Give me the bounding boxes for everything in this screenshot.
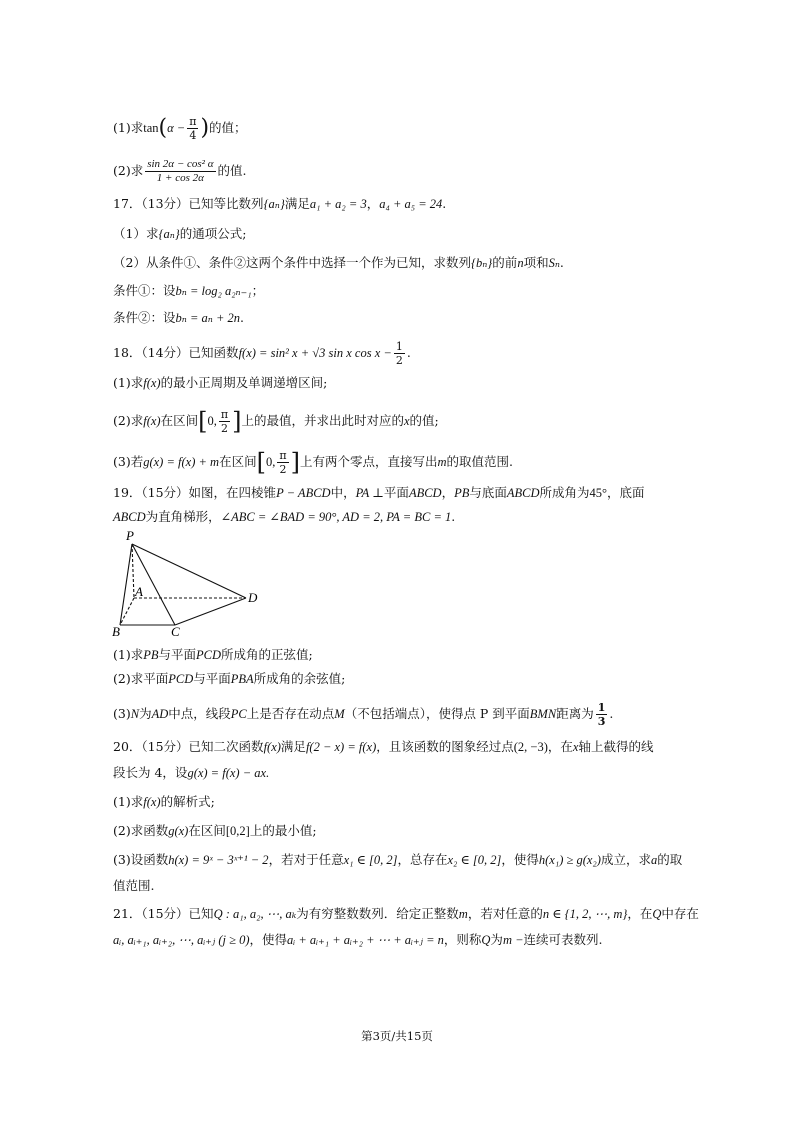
numerator: π (220, 408, 229, 421)
text: 在区间 (160, 413, 199, 428)
math: Q : a₁, a₂, ⋯, aₖ (213, 907, 297, 921)
math: P − ABCD (276, 486, 331, 500)
text: 值范围. (113, 878, 155, 893)
vertex-label-b: B (112, 624, 120, 639)
text: 在区间 (219, 454, 257, 469)
text: ， (441, 485, 455, 500)
paren: ( (158, 115, 168, 141)
math: M (334, 707, 345, 721)
label: (1)求 (113, 120, 144, 135)
math: (2, −3) (513, 740, 548, 754)
math: PB (143, 648, 159, 662)
label: 条件①：设 (113, 283, 176, 298)
math: x (403, 414, 410, 428)
math: BMN (529, 707, 557, 721)
text: 距离为 (556, 706, 594, 721)
q19-part3 (113, 701, 734, 728)
math: g(x) = f(x) + m (143, 455, 220, 469)
math: h(x) = 9ˣ − 3ˣ⁺¹ − 2 (168, 853, 269, 867)
q17-part1 (113, 225, 734, 243)
denominator: 4 (189, 129, 197, 142)
math: a₄ + a₅ = 24 (379, 197, 443, 211)
text: . (240, 310, 245, 325)
text: . (442, 196, 447, 211)
text: 17．（13分）已知等比数列 (113, 196, 264, 211)
text: 所成角的正弦值; (221, 647, 313, 662)
math: N (130, 707, 140, 721)
text: 满足 (284, 196, 310, 211)
label: (3)若 (113, 454, 144, 469)
label: (2)求 (113, 163, 144, 178)
text: 满足 (280, 739, 306, 754)
text: 19．（15分）如图，在四棱锥 (113, 485, 277, 500)
math: 0, (265, 455, 276, 469)
page-footer: 第3页/共15页 (361, 1029, 433, 1043)
denominator: 2 (279, 463, 287, 476)
text: 为有穷整数数列．给定正整数 (296, 906, 459, 921)
q20-stem-line2 (113, 764, 734, 782)
text: （不包括端点），使得点 P 到平面 (344, 706, 530, 721)
text: 的解析式; (160, 794, 215, 809)
math: a (650, 853, 658, 867)
math: PCD (168, 672, 194, 686)
fraction (394, 340, 405, 367)
label: （1）求 (113, 226, 159, 241)
math: 0, (207, 414, 217, 428)
text: ，使得 (249, 932, 287, 947)
text: 上有两个零点，直接写出 (299, 454, 438, 469)
bracket: ] (290, 448, 300, 477)
math: x₂ ∈ [0, 2] (447, 853, 502, 867)
text: 上是否存在动点 (246, 706, 335, 721)
math: PBA (230, 672, 254, 686)
math: PA ⊥ (355, 486, 384, 500)
math: bₙ = log₂ a₂ₙ₋₁ (175, 284, 252, 298)
denominator: 1 + cos 2α (156, 172, 204, 184)
text: . (406, 345, 411, 360)
q17-condition1 (113, 282, 734, 300)
pyramid-figure (108, 528, 268, 644)
q18-part2 (113, 408, 734, 435)
label: (3) (113, 706, 131, 721)
label: (2)求函数 (113, 823, 169, 838)
text: 上的最值，并求出此时对应的 (241, 413, 404, 428)
math: f(x) (143, 795, 161, 809)
text: 中， (330, 485, 356, 500)
paren: ) (200, 115, 210, 141)
math: Q (652, 907, 662, 921)
text: 的取 (657, 852, 683, 867)
q21-stem-line2 (113, 931, 734, 949)
math: PCD (196, 648, 222, 662)
text: ，在 (547, 739, 573, 754)
text: ，在 (627, 906, 653, 921)
edge-cd (175, 598, 246, 625)
text: ，且该函数的图象经过点 (376, 739, 514, 754)
q17-part2 (113, 254, 734, 272)
q20-stem-line1 (113, 738, 734, 756)
q18-part3 (113, 449, 734, 476)
math: AD (151, 707, 169, 721)
text: . (451, 509, 456, 524)
numerator: 1 (597, 701, 606, 714)
label: (1)求 (113, 375, 144, 390)
math: tan (143, 121, 159, 135)
text: ，底面 (607, 485, 645, 500)
q17-stem (113, 195, 734, 213)
q20-part3 (113, 851, 734, 869)
text: 中点，线段 (168, 706, 231, 721)
text: ， (366, 196, 380, 211)
fraction (596, 701, 608, 728)
vertex-label-a: A (135, 584, 143, 599)
text: 20．（15分）已知二次函数 (113, 739, 264, 754)
math: f(x) (263, 740, 281, 754)
label: (1)求 (113, 647, 144, 662)
text: 18．（14分）已知函数 (113, 345, 239, 360)
text: 连续可表数列. (523, 932, 603, 947)
text: 所成角的余弦值; (253, 671, 346, 686)
vertex-label-d: D (248, 590, 258, 605)
vertex-label-c: C (171, 624, 180, 639)
numerator: 1 (395, 340, 403, 353)
math: f(x) = sin² x + √3 sin x cos x − (238, 346, 392, 360)
text: . (609, 706, 614, 721)
numerator: π (189, 115, 197, 128)
math: g(x) = f(x) − ax. (187, 766, 270, 780)
math: aᵢ + aᵢ₊₁ + aᵢ₊₂ + ⋯ + aᵢ₊ⱼ = n (287, 933, 444, 947)
math: Q (481, 933, 491, 947)
denominator: 2 (220, 422, 228, 435)
text: 为 (139, 706, 152, 721)
text: 在区间 (188, 823, 226, 838)
math: ABCD (113, 510, 146, 524)
text: 的值. (217, 163, 247, 178)
math: x₁ ∈ [0, 2] (343, 853, 398, 867)
label: (3)设函数 (113, 852, 169, 867)
text: 的通项公式; (179, 226, 247, 241)
fraction (187, 115, 198, 142)
math: ∠ABC = ∠BAD = 90°, AD = 2, PA = BC = 1 (220, 510, 452, 524)
q19-part2 (113, 670, 734, 688)
label: 条件②：设 (113, 310, 176, 325)
text: 21．（15分）已知 (113, 906, 214, 921)
math: a₁ + a₂ = 3 (309, 197, 367, 211)
math: f(2 − x) = f(x) (305, 740, 377, 754)
math: g(x) (168, 824, 189, 838)
denominator: 2 (395, 354, 403, 367)
text: 的最小正周期及单调递增区间; (160, 375, 328, 390)
text: 成立，求 (600, 852, 651, 867)
text: 段长为 4，设 (113, 765, 188, 780)
text: 所成角为 (539, 485, 590, 500)
text: 的前 (492, 255, 518, 270)
edge-pd (132, 544, 246, 598)
text: 轴上截得的线 (578, 739, 654, 754)
text: 的值; (409, 413, 439, 428)
text: ，若对任意的 (467, 906, 543, 921)
math: {aₙ} (263, 197, 285, 211)
text: （2）从条件①、条件②这两个条件中选择一个作为已知，求数列 (113, 255, 471, 270)
text: 与平面 (193, 671, 231, 686)
math: n ∈ {1, 2, ⋯, m} (542, 907, 628, 921)
text: 中存在 (661, 906, 699, 921)
text: 的取值范围. (446, 454, 513, 469)
text: 为 (490, 932, 503, 947)
text: 的值； (209, 120, 247, 135)
numerator: π (279, 449, 287, 462)
math: [0,2] (225, 824, 250, 838)
math: 45° (589, 486, 608, 500)
q20-part3-cont (113, 877, 734, 895)
fraction (145, 158, 215, 185)
text: 平面 (383, 485, 409, 500)
q16-part2 (113, 158, 734, 185)
math: n (517, 256, 524, 270)
math: ABCD (408, 486, 442, 500)
q20-part1 (113, 793, 734, 811)
q18-stem (113, 340, 734, 367)
fraction (277, 449, 288, 476)
q18-part1 (113, 374, 734, 392)
text: ； (251, 283, 265, 298)
bracket: ] (232, 407, 242, 436)
text: 项和 (523, 255, 549, 270)
math: {aₙ} (158, 227, 180, 241)
text: 上的最小值; (249, 823, 317, 838)
math: f(x) (143, 376, 161, 390)
text: ，则称 (443, 932, 482, 947)
q16-part1 (113, 115, 734, 142)
text: ，若对于任意 (268, 852, 344, 867)
q17-condition2 (113, 309, 734, 327)
label: (2)求平面 (113, 671, 169, 686)
q21-stem-line1 (113, 905, 734, 923)
numerator: sin 2α − cos² α (147, 158, 214, 170)
label: (2)求 (113, 413, 144, 428)
math: PB (454, 486, 470, 500)
bracket: [ (198, 407, 208, 436)
bracket: [ (256, 448, 266, 477)
text: ，使得 (501, 852, 539, 867)
math: f(x) (143, 414, 161, 428)
math: m (458, 907, 468, 921)
math: α − (167, 121, 186, 135)
q19-stem-line1 (113, 484, 734, 502)
text: . (559, 255, 564, 270)
math: ABCD (506, 486, 540, 500)
math: m (437, 455, 447, 469)
text: 为直角梯形， (145, 509, 221, 524)
q20-part2 (113, 822, 734, 840)
label: (1)求 (113, 794, 144, 809)
math: Sₙ (548, 256, 560, 270)
math: h(x₁) ≥ g(x₂) (538, 853, 601, 867)
math: bₙ = aₙ + 2n (175, 311, 241, 325)
math: PC (230, 707, 247, 721)
vertex-label-p: P (126, 528, 134, 543)
denominator: 3 (597, 715, 606, 728)
math: aᵢ, aᵢ₊₁, aᵢ₊₂, ⋯, aᵢ₊ⱼ (j ≥ 0) (113, 933, 250, 947)
q19-part1 (113, 646, 734, 664)
text: 与底面 (469, 485, 507, 500)
math: m − (502, 933, 524, 947)
fraction (219, 408, 230, 435)
text: ，总存在 (397, 852, 448, 867)
q19-stem-line2 (113, 508, 734, 526)
text: 与平面 (158, 647, 197, 662)
edge-pa (132, 544, 134, 598)
math: x (572, 740, 579, 754)
math: {bₙ} (470, 256, 493, 270)
